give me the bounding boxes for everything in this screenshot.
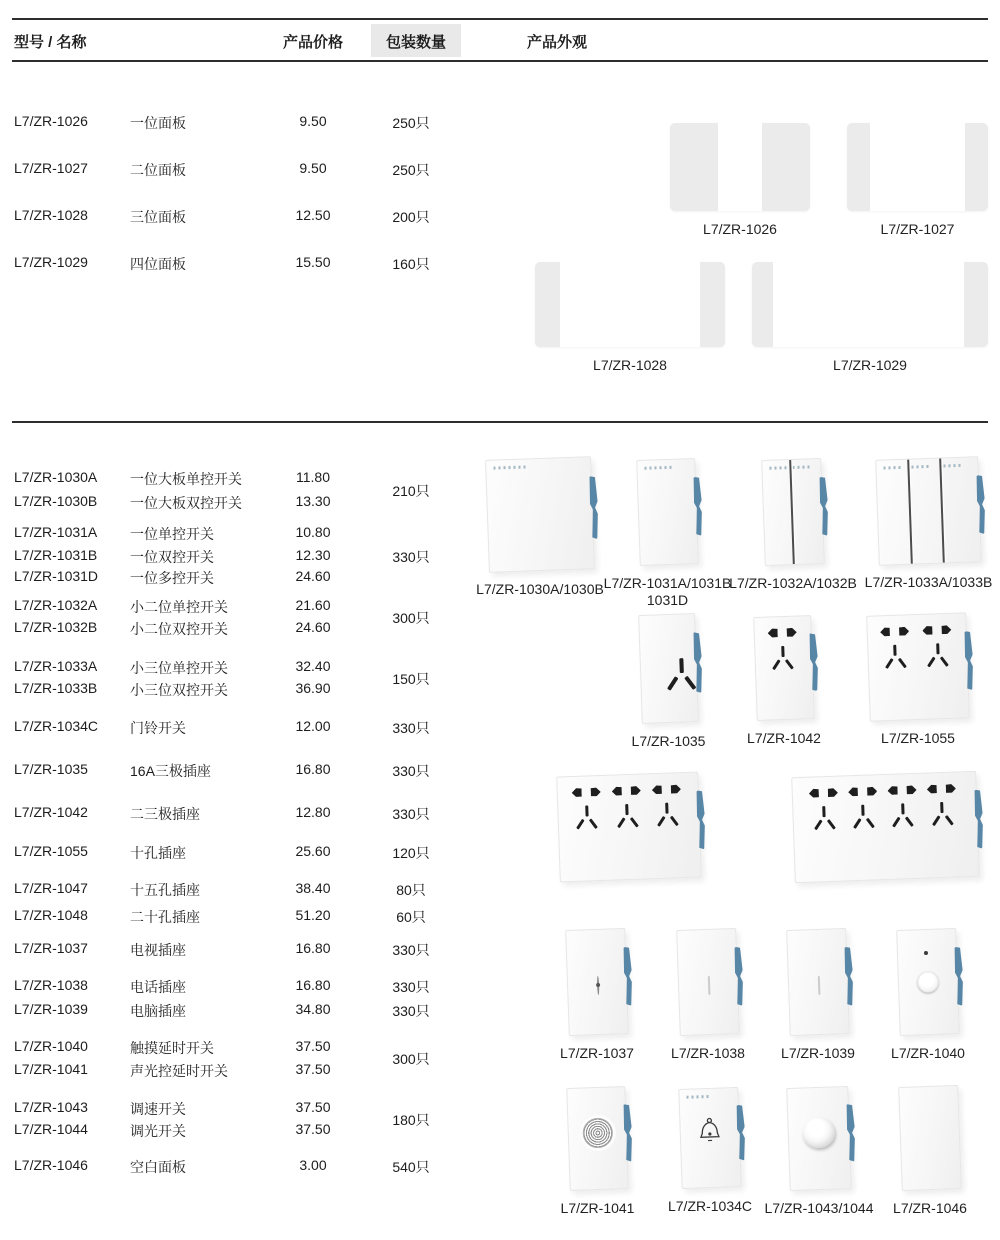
product-image-1055 [868,614,968,746]
product-label: L7/ZR-1055 [881,730,955,746]
dimmer-knob-switch [786,1086,852,1191]
price-cell: 24.60 [295,619,331,635]
mounting-clip [588,476,599,540]
model-cell: L7/ZR-1040 [14,1038,88,1054]
product-label: L7/ZR-1034C [667,1198,753,1214]
name-cell: 一位单控开关 [130,526,214,542]
product-image-1028 [535,262,725,373]
name-cell: 电脑插座 [130,1003,186,1019]
name-cell: 一位面板 [130,115,186,131]
product-label: L7/ZR-1026 [703,221,777,237]
column-header-price: 产品价格 [282,34,343,51]
name-cell: 调光开关 [130,1123,186,1139]
product-label: L7/ZR-1043/1044 [764,1200,874,1216]
product-image-1033 [864,458,993,590]
price-cell: 24.60 [295,568,331,584]
price-cell: 13.30 [295,493,331,509]
gang-divider [939,459,945,563]
model-cell: L7/ZR-1029 [14,254,88,270]
column-header-appearance: 产品外观 [526,34,587,51]
model-cell: L7/ZR-1032A [14,597,98,613]
mounting-clip [808,633,819,691]
model-cell: L7/ZR-1031A [14,524,98,540]
mounting-clip [953,946,964,1006]
product-label: L7/ZR-1039 [781,1045,855,1061]
model-cell: L7/ZR-1027 [14,160,88,176]
brand-mark [883,466,901,470]
faceplate-window [718,123,763,211]
three-gang-switch [875,456,982,566]
name-cell: 一位大板双控开关 [130,495,242,511]
product-image-1031 [603,459,732,608]
16a-three-pole-socket [638,613,699,724]
name-cell: 三位面板 [130,209,186,225]
touch-delay-switch [896,928,960,1036]
name-cell: 小二位单控开关 [130,599,228,615]
product-image-1032 [729,459,857,591]
name-cell: 声光控延时开关 [130,1063,228,1079]
product-label: L7/ZR-1028 [593,357,667,373]
socket-holes [652,785,684,864]
price-cell: 16.80 [295,940,331,956]
qty-cell: 120只 [392,845,430,861]
ten-hole-socket [866,612,970,721]
column-header-qty: 包装数量 [385,34,446,51]
column-header-model: 型号 / 名称 [14,34,87,51]
name-cell: 二三极插座 [130,806,200,822]
price-cell: 32.40 [295,658,331,674]
product-image-1037 [560,929,634,1061]
mounting-clip [735,1104,746,1160]
mounting-clip [963,631,974,691]
faceplate-window [773,262,964,347]
product-label: L7/ZR-1040 [891,1045,965,1061]
product-label: L7/ZR-1029 [833,357,907,373]
model-cell: L7/ZR-1033A [14,658,98,674]
price-cell: 16.80 [295,761,331,777]
qty-cell: 200只 [392,209,430,225]
product-label: L7/ZR-1041 [560,1200,635,1216]
price-cell: 3.00 [299,1157,327,1173]
price-cell: 38.40 [295,880,331,896]
model-cell: L7/ZR-1028 [14,207,88,223]
doorbell-switch [678,1087,741,1189]
name-cell: 小三位双控开关 [130,682,228,698]
model-cell: L7/ZR-1033B [14,680,98,696]
product-image-1042 [747,616,821,746]
five-hole-socket [753,615,815,721]
brand-mark [687,1095,710,1099]
brand-mark [769,466,786,470]
mounting-clip [845,1104,856,1162]
name-cell: 二位面板 [130,162,186,178]
qty-cell: 300只 [392,610,430,626]
product-label: L7/ZR-1027 [880,221,955,237]
price-cell: 12.30 [295,547,331,563]
brand-mark [493,465,528,469]
model-cell: L7/ZR-1030A [14,469,98,485]
brand-mark [793,465,810,469]
touch-button [917,971,939,993]
mounting-clip [622,946,633,1006]
socket-holes [848,787,880,866]
gang-divider [789,460,795,564]
mounting-clip [695,790,706,850]
name-cell: 电话插座 [130,979,186,995]
price-cell: 21.60 [295,597,331,613]
four-gang-faceplate [752,262,988,347]
name-cell: 电视插座 [130,942,186,958]
model-cell: L7/ZR-1048 [14,907,88,923]
name-cell: 二十孔插座 [130,909,200,925]
price-cell: 15.50 [295,254,331,270]
product-label: L7/ZR-1033A/1033B [864,574,993,590]
ethernet-jack [818,976,821,995]
qty-cell: 250只 [392,162,430,178]
socket-holes [887,785,919,864]
fifteen-hole-socket [556,772,702,883]
model-cell: L7/ZR-1032B [14,619,98,635]
model-cell: L7/ZR-1039 [14,1001,88,1017]
mounting-clip [692,476,703,536]
product-label: L7/ZR-1031A/1031B [603,575,732,591]
price-cell: 9.50 [299,113,327,129]
qty-cell: 540只 [392,1159,430,1175]
twenty-hole-socket [791,771,980,883]
three-gang-faceplate [535,262,725,347]
price-cell: 16.80 [295,977,331,993]
one-gang-switch [636,458,699,566]
socket-holes [572,787,604,866]
qty-cell: 330只 [392,549,430,565]
product-image-1040 [891,929,965,1061]
large-rocker-switch [485,456,595,573]
qty-cell: 180只 [392,1112,430,1128]
product-image-1029 [752,262,988,373]
name-cell: 小二位双控开关 [130,621,228,637]
product-label: L7/ZR-1038 [671,1045,745,1061]
mounting-clip [975,475,986,535]
sound-light-delay-switch [566,1086,629,1191]
model-cell: L7/ZR-1044 [14,1121,88,1137]
name-cell: 十孔插座 [130,845,186,861]
bell-icon [696,1116,723,1150]
name-cell: 调速开关 [130,1101,186,1117]
model-cell: L7/ZR-1046 [14,1157,88,1173]
model-cell: L7/ZR-1043 [14,1099,88,1115]
speaker-grille [582,1118,613,1149]
qty-cell: 160只 [392,256,430,272]
name-cell: 门铃开关 [130,720,186,736]
name-cell: 空白面板 [130,1159,186,1175]
socket-holes [922,625,954,704]
product-image-1039 [781,929,855,1061]
faceplate-window [870,123,966,211]
product-label: L7/ZR-1032A/1032B [729,575,857,591]
model-cell: L7/ZR-1034C [14,718,99,734]
model-cell: L7/ZR-1055 [14,843,88,859]
two-gang-switch [761,458,825,566]
section-divider-rule [12,421,988,423]
qty-cell: 250只 [392,115,430,131]
model-cell: L7/ZR-1026 [14,113,88,129]
price-cell: 37.50 [295,1099,331,1115]
name-cell: 四位面板 [130,256,186,272]
product-label: L7/ZR-1037 [560,1045,634,1061]
gang-divider [907,460,913,564]
price-cell: 37.50 [295,1038,331,1054]
name-cell: 一位双控开关 [130,549,214,565]
mounting-clip [622,1104,633,1162]
one-gang-faceplate [670,123,810,211]
socket-holes [809,788,841,867]
price-cell: 10.80 [295,524,331,540]
table-row [0,568,470,592]
qty-cell: 330只 [392,763,430,779]
product-image-1047 [558,774,700,880]
brand-mark [912,465,930,469]
model-cell: L7/ZR-1031B [14,547,98,563]
product-image-1046 [893,1086,967,1216]
qty-cell: 330只 [392,806,430,822]
mounting-clip [973,789,984,849]
two-gang-faceplate [847,123,988,211]
model-cell: L7/ZR-1038 [14,977,88,993]
qty-cell: 330只 [392,979,430,995]
rotary-knob [802,1118,835,1149]
product-label: L7/ZR-1030A/1030B [476,581,604,597]
product-label: L7/ZR-1042 [747,730,821,746]
model-cell: L7/ZR-1041 [14,1061,88,1077]
price-cell: 9.50 [299,160,327,176]
price-cell: 37.50 [295,1061,331,1077]
brand-mark [644,466,673,470]
blank-panel [898,1085,962,1191]
product-image-1041 [560,1087,635,1216]
name-cell: 小三位单控开关 [130,660,228,676]
computer-socket [786,928,850,1036]
socket-holes [927,784,959,863]
faceplate-window [560,262,701,347]
qty-cell: 80只 [396,882,426,898]
three-pin-holes [664,658,698,693]
qty-cell: 330只 [392,720,430,736]
mounting-clip [843,946,854,1006]
brand-mark [943,464,961,468]
header-rule [12,60,988,62]
phone-jack [708,976,711,995]
socket-holes [768,628,800,705]
name-cell: 十五孔插座 [130,882,200,898]
model-cell: L7/ZR-1035 [14,761,88,777]
qty-cell: 330只 [392,942,430,958]
name-cell: 一位多控开关 [130,570,214,586]
indicator-led [923,951,927,955]
product-image-1034c [667,1088,753,1214]
price-cell: 36.90 [295,680,331,696]
product-image-1048 [793,774,978,880]
top-rule [12,18,988,20]
qty-cell: 330只 [392,1003,430,1019]
price-cell: 25.60 [295,843,331,859]
price-cell: 51.20 [295,907,331,923]
product-label: L7/ZR-1035 [631,733,706,749]
name-cell: 一位大板单控开关 [130,471,242,487]
socket-holes [880,627,912,706]
name-cell: 16A三极插座 [130,763,211,779]
name-cell: 触摸延时开关 [130,1040,214,1056]
product-label-line2: 1031D [646,592,689,608]
price-cell: 11.80 [296,469,330,485]
price-cell: 34.80 [295,1001,331,1017]
qty-cell: 60只 [396,909,426,925]
product-image-1030 [476,458,604,597]
product-image-1027 [847,123,988,237]
product-image-1038 [671,929,745,1061]
socket-holes [612,786,644,865]
mounting-clip [818,476,829,536]
table-row [0,524,470,548]
mounting-clip [733,946,744,1006]
product-label: L7/ZR-1046 [893,1200,967,1216]
model-cell: L7/ZR-1030B [14,493,98,509]
model-cell: L7/ZR-1031D [14,568,99,584]
qty-cell: 300只 [392,1051,430,1067]
model-cell: L7/ZR-1047 [14,880,88,896]
qty-cell: 150只 [392,671,430,687]
model-cell: L7/ZR-1037 [14,940,88,956]
price-cell: 37.50 [295,1121,331,1137]
model-cell: L7/ZR-1042 [14,804,88,820]
qty-cell: 210只 [392,483,430,499]
tv-socket [565,928,629,1036]
product-image-1035 [631,614,706,749]
price-cell: 12.50 [295,207,331,223]
price-cell: 12.80 [295,804,331,820]
product-image-1043 [764,1087,874,1216]
price-cell: 12.00 [295,718,331,734]
product-image-1026 [670,123,810,237]
coax-connector [597,976,600,995]
phone-socket [676,928,740,1036]
